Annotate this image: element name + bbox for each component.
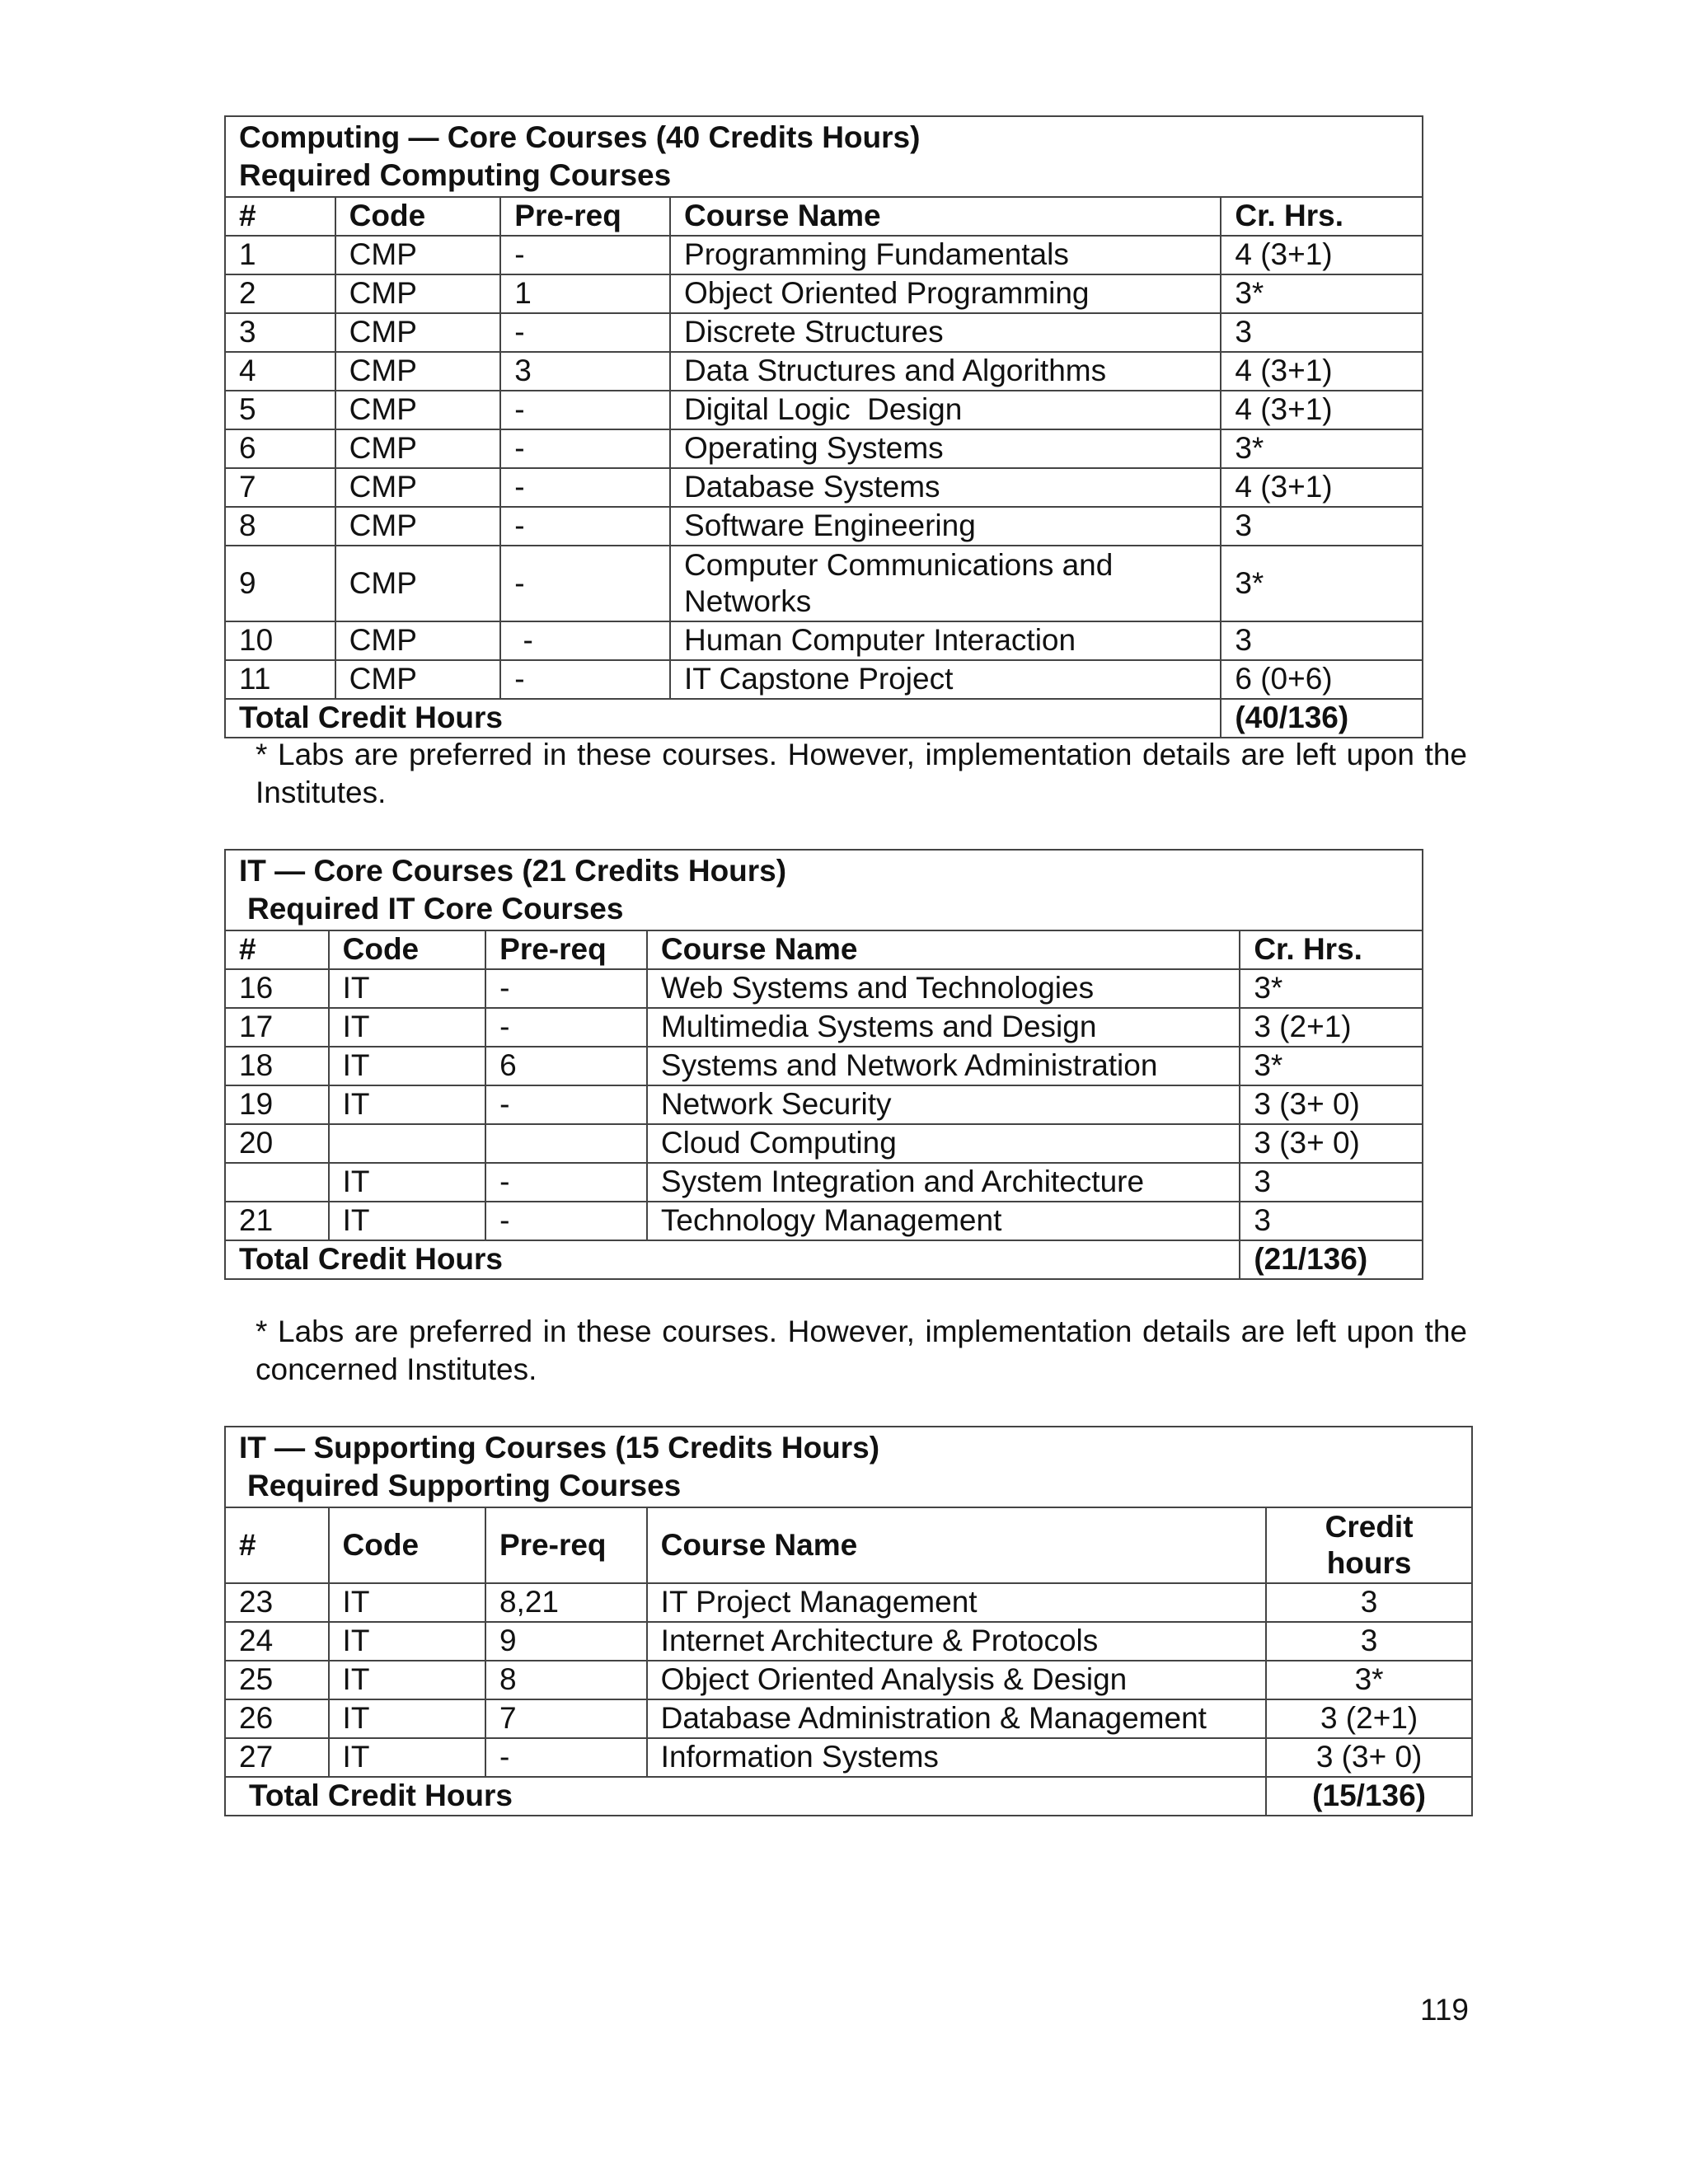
table-row [225,1047,1423,1085]
cell-number: 11 [225,660,335,699]
cell-course-name: Data Structures and Algorithms [670,352,1221,391]
cell-credit-hours: 3 [1221,507,1423,546]
cell-code: IT [329,1008,486,1047]
cell-number: 24 [225,1622,329,1661]
cell-credit-hours: 3 [1221,313,1423,352]
cell-number: 25 [225,1661,329,1699]
table-row [225,352,1423,391]
it-core-courses-table [224,849,1423,1280]
cell-number: 7 [225,468,335,507]
cell-code: CMP [335,391,501,429]
cell-course-name: Database Administration & Management [647,1699,1267,1738]
cell-number: 20 [225,1124,329,1163]
cell-prereq: - [500,507,670,546]
cell-course-name: Internet Architecture & Protocols [647,1622,1267,1661]
cell-number: 2 [225,274,335,313]
cell-credit-hours: 3* [1240,969,1423,1008]
cell-prereq: 7 [485,1699,647,1738]
table-row [225,621,1423,660]
total-value: (15/136) [1266,1777,1472,1816]
computing-core-courses-table [224,115,1423,738]
cell-number: 19 [225,1085,329,1124]
total-label: Total Credit Hours [225,699,1221,738]
cell-number: 5 [225,391,335,429]
cell-course-name: Operating Systems [670,429,1221,468]
cell-prereq: - [485,969,647,1008]
cell-number [225,1163,329,1202]
cell-code: CMP [335,507,501,546]
cell-course-name: Object Oriented Analysis & Design [647,1661,1267,1699]
cell-prereq: - [500,660,670,699]
cell-prereq: 3 [500,352,670,391]
cell-credit-hours: 3 [1221,621,1423,660]
table-row [225,1661,1472,1699]
table-row [225,1699,1472,1738]
header-number: # [225,930,329,969]
total-label: Total Credit Hours [225,1240,1240,1279]
header-course-name: Course Name [647,1507,1267,1583]
cell-course-name: IT Capstone Project [670,660,1221,699]
cell-code: IT [329,969,486,1008]
table-subtitle: Required Supporting Courses [247,1469,682,1502]
table-row [225,1085,1423,1124]
cell-course-name: Technology Management [647,1202,1240,1240]
cell-credit-hours: 3* [1221,429,1423,468]
cell-course-name: Discrete Structures [670,313,1221,352]
cell-number: 6 [225,429,335,468]
cell-code: IT [329,1699,485,1738]
table-caption [225,1427,1472,1507]
cell-prereq: - [485,1202,647,1240]
total-row [225,699,1423,738]
table-row [225,546,1423,621]
cell-prereq: - [500,468,670,507]
cell-number: 8 [225,507,335,546]
cell-credit-hours: 3 (3+ 0) [1240,1124,1423,1163]
it-supporting-courses-table [224,1426,1473,1816]
cell-prereq: 1 [500,274,670,313]
table-subtitle: Required Computing Courses [239,158,672,192]
total-value: (21/136) [1240,1240,1423,1279]
cell-number: 27 [225,1738,329,1777]
cell-course-name: Web Systems and Technologies [647,969,1240,1008]
cell-code: IT [329,1583,485,1622]
cell-credit-hours: 3 [1266,1583,1472,1622]
cell-credit-hours: 3* [1221,546,1423,621]
header-prereq: Pre-req [485,1507,647,1583]
header-number: # [225,197,335,236]
cell-prereq: - [500,546,670,621]
cell-code: CMP [335,236,501,274]
table-row [225,468,1423,507]
header-code: Code [329,930,486,969]
cell-prereq: - [500,429,670,468]
cell-code: IT [329,1085,486,1124]
table-row [225,274,1423,313]
cell-credit-hours: 3 (2+1) [1266,1699,1472,1738]
header-credit-hours: Cr. Hrs. [1240,930,1423,969]
total-label: Total Credit Hours [225,1777,1266,1816]
cell-credit-hours: 3 (3+ 0) [1266,1738,1472,1777]
cell-code: CMP [335,352,501,391]
total-row [225,1240,1423,1279]
table-row [225,1583,1472,1622]
cell-course-name: Software Engineering [670,507,1221,546]
cell-prereq: 6 [485,1047,647,1085]
cell-code: IT [329,1202,486,1240]
header-code: Code [335,197,501,236]
table-caption [225,116,1423,197]
cell-course-name: Multimedia Systems and Design [647,1008,1240,1047]
cell-course-name: Network Security [647,1085,1240,1124]
cell-code: CMP [335,621,501,660]
cell-number: 21 [225,1202,329,1240]
cell-course-name: Database Systems [670,468,1221,507]
header-course-name: Course Name [647,930,1240,969]
cell-course-name: Cloud Computing [647,1124,1240,1163]
table-row [225,660,1423,699]
cell-code: CMP [335,660,501,699]
cell-prereq: - [485,1163,647,1202]
cell-code: IT [329,1047,486,1085]
cell-prereq: 9 [485,1622,647,1661]
cell-prereq: - [485,1738,647,1777]
cell-credit-hours: 3* [1266,1661,1472,1699]
cell-number: 4 [225,352,335,391]
table-row [225,313,1423,352]
cell-course-name: Information Systems [647,1738,1267,1777]
table-row [225,1202,1423,1240]
cell-code: CMP [335,313,501,352]
header-row [225,1507,1472,1583]
cell-code: IT [329,1738,485,1777]
header-row [225,197,1423,236]
cell-prereq: 8 [485,1661,647,1699]
cell-credit-hours: 4 (3+1) [1221,236,1423,274]
header-row [225,930,1423,969]
cell-course-name: Object Oriented Programming [670,274,1221,313]
cell-number: 23 [225,1583,329,1622]
table-row [225,1163,1423,1202]
cell-prereq: - [500,621,670,660]
table-row [225,1738,1472,1777]
cell-code: CMP [335,546,501,621]
cell-number: 9 [225,546,335,621]
table-row [225,236,1423,274]
cell-code: CMP [335,274,501,313]
cell-number: 1 [225,236,335,274]
cell-credit-hours: 6 (0+6) [1221,660,1423,699]
cell-prereq: 8,21 [485,1583,647,1622]
cell-number: 16 [225,969,329,1008]
cell-course-name: Systems and Network Administration [647,1047,1240,1085]
cell-credit-hours: 3* [1240,1047,1423,1085]
cell-course-name: Digital Logic Design [670,391,1221,429]
cell-credit-hours: 3* [1221,274,1423,313]
cell-code [329,1124,486,1163]
cell-code: CMP [335,429,501,468]
cell-credit-hours: 3 (2+1) [1240,1008,1423,1047]
cell-credit-hours: 3 [1240,1163,1423,1202]
table-row [225,969,1423,1008]
cell-code: IT [329,1622,485,1661]
table-row [225,429,1423,468]
cell-credit-hours: 3 [1240,1202,1423,1240]
header-number: # [225,1507,329,1583]
cell-number: 10 [225,621,335,660]
table-subtitle: Required IT Core Courses [247,892,624,926]
cell-code: CMP [335,468,501,507]
header-course-name: Course Name [670,197,1221,236]
cell-number: 3 [225,313,335,352]
cell-credit-hours: 4 (3+1) [1221,352,1423,391]
cell-prereq: - [485,1008,647,1047]
lab-note: * Labs are preferred in these courses. However, implementation details are left upon the Institutes. [256,738,1467,809]
table-row [225,391,1423,429]
lab-note: * Labs are preferred in these courses. However, implementation details are left upon the concerned Institutes. [256,1315,1467,1386]
table-title: IT — Core Courses (21 Credits Hours) [239,854,787,888]
total-value: (40/136) [1221,699,1423,738]
cell-course-name: Computer Communications and Networks [670,546,1221,621]
header-prereq: Pre-req [500,197,670,236]
table-title: Computing — Core Courses (40 Credits Hours) [239,120,921,154]
table-row [225,507,1423,546]
cell-code: IT [329,1661,485,1699]
cell-prereq: - [485,1085,647,1124]
cell-course-name: IT Project Management [647,1583,1267,1622]
cell-credit-hours: 3 [1266,1622,1472,1661]
cell-prereq: - [500,313,670,352]
table-row [225,1124,1423,1163]
cell-course-name: System Integration and Architecture [647,1163,1240,1202]
page-number: 119 [1420,1993,1469,2027]
cell-prereq: - [500,236,670,274]
header-prereq: Pre-req [485,930,647,969]
table-row [225,1622,1472,1661]
cell-prereq [485,1124,647,1163]
header-credit-hours: Cr. Hrs. [1221,197,1423,236]
cell-prereq: - [500,391,670,429]
table-caption [225,850,1423,930]
header-credit-hours: Credit hours [1266,1507,1472,1583]
cell-credit-hours: 3 (3+ 0) [1240,1085,1423,1124]
cell-number: 26 [225,1699,329,1738]
cell-course-name: Human Computer Interaction [670,621,1221,660]
header-code: Code [329,1507,485,1583]
table-row [225,1008,1423,1047]
cell-number: 18 [225,1047,329,1085]
cell-code: IT [329,1163,486,1202]
cell-credit-hours: 4 (3+1) [1221,391,1423,429]
cell-number: 17 [225,1008,329,1047]
total-row [225,1777,1472,1816]
cell-course-name: Programming Fundamentals [670,236,1221,274]
cell-credit-hours: 4 (3+1) [1221,468,1423,507]
table-title: IT — Supporting Courses (15 Credits Hours) [239,1431,880,1465]
